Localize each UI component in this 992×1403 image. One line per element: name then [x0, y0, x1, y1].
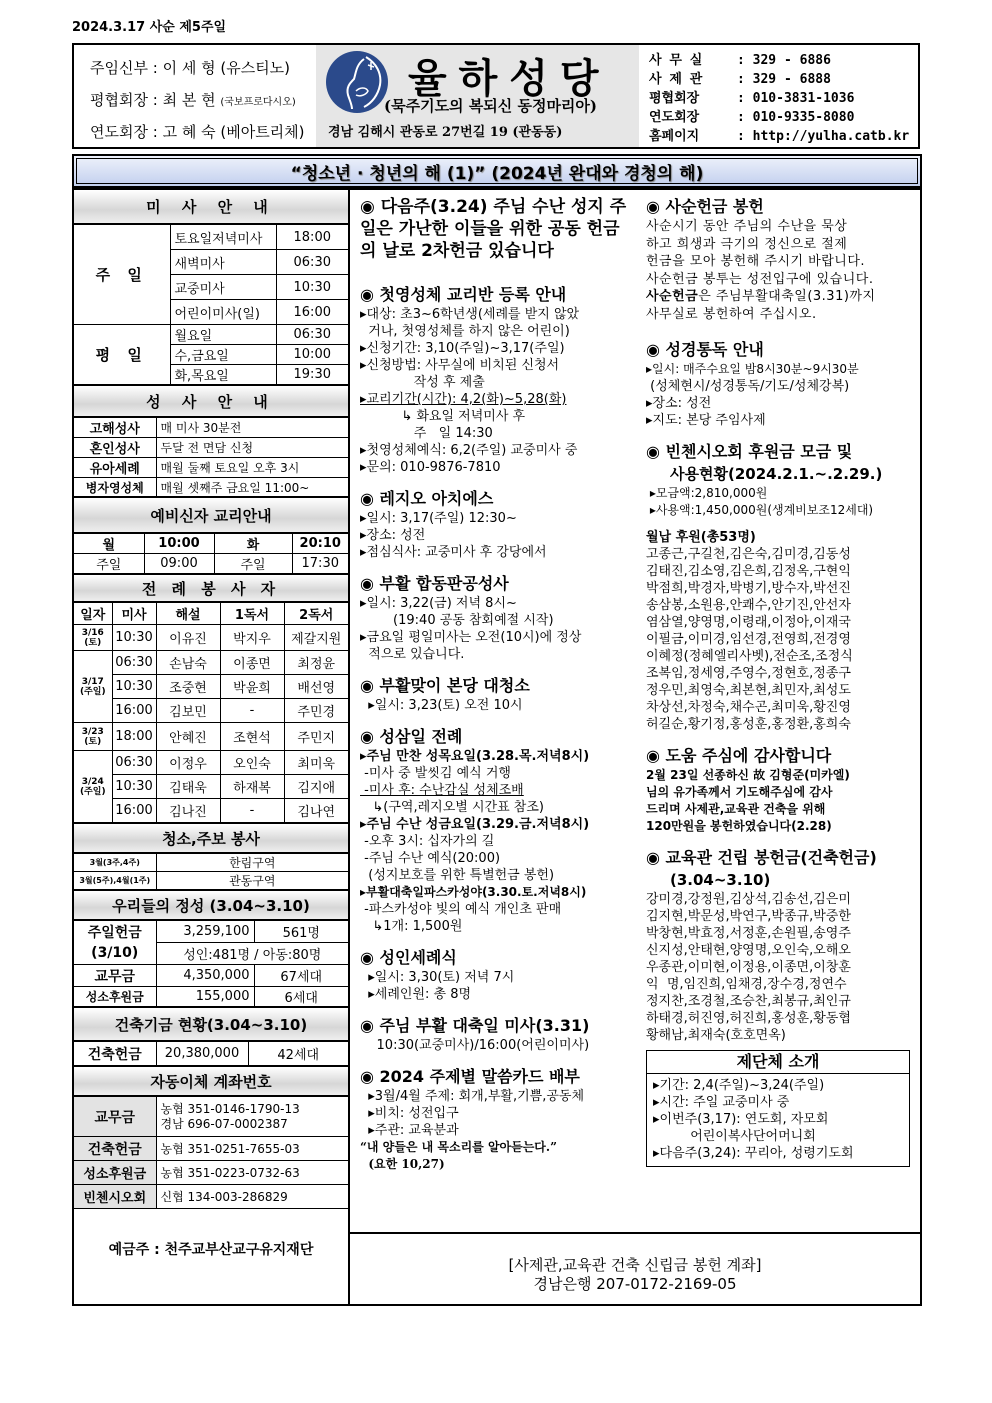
first-communion-details	[360, 306, 632, 476]
col-header: 해설	[156, 603, 220, 625]
mass-time: 19:30	[276, 365, 348, 385]
triduum-day: ▸주님 만찬 성목요일(3.28.목.저녁8시)	[360, 749, 590, 764]
detail-line: 2월 23일 선종하신 故 김형준(미카엘)	[646, 768, 850, 782]
sacraments-title: 성 사 안 내	[74, 385, 348, 417]
detail-line: ▸장소: 성전	[646, 396, 712, 411]
catechumen-day: 주일	[214, 554, 292, 574]
offering-name: 교무금	[74, 965, 156, 987]
lent-offering-title: ◉ 사순헌금 봉헌	[646, 197, 764, 216]
contact-rectory: 사 제 관 : 329 - 6888	[649, 72, 831, 87]
sacrament-desc: 두달 전 면담 신청	[156, 438, 348, 458]
donor-line: 염삼열,양영명,이령래,이정아,이재국	[646, 615, 851, 630]
building-fund-table	[74, 1041, 348, 1066]
detail-line: -오후 3시: 십자가의 길	[360, 834, 495, 849]
account-name: 건축헌금	[74, 1137, 156, 1161]
triduum-title: ◉ 성삼일 전례	[360, 727, 463, 746]
offering-count: 6세대	[254, 987, 348, 1007]
account-holder: 예금주 : 천주교부산교구유지재단	[108, 1242, 314, 1258]
contact-memorial: 연도회장 : 010-9335-8080	[649, 110, 855, 125]
detail-line: ▸교리기간(시간): 4,2(화)~5,28(화)	[360, 392, 567, 407]
donor-line: 허길순,황기정,홍성훈,홍정환,홍희숙	[646, 717, 851, 732]
mass-time: 10:00	[276, 345, 348, 365]
detail-line: ▸일시: 3,22(금) 저녁 8시~	[360, 596, 517, 611]
detail-line: ▸일시: 3,17(주일) 12:30~	[360, 511, 517, 526]
liturgy-servers-table	[74, 602, 348, 823]
detail-line: ▸주관: 교육분과	[360, 1123, 459, 1138]
penance-title: ◉ 부활 합동판공성사	[360, 574, 509, 593]
groups-intro-title: 제단체 소개	[647, 1051, 909, 1074]
detail-line: 작성 후 제출	[360, 375, 485, 390]
account-number: 농협 351-0251-7655-03	[156, 1137, 348, 1161]
adult-baptism-title: ◉ 성인세례식	[360, 948, 457, 967]
parish-title-block	[316, 45, 639, 147]
detail-line: 10:30(교중미사)/16:00(어린이미사)	[360, 1038, 590, 1053]
detail-line: ▸사용액:1,450,000원(생계비보조12세대)	[646, 503, 874, 517]
staff-council-president: 평협회장 : 최 본 현 (국보프로다시오)	[90, 91, 296, 109]
offering-breakdown: 성인:481명 / 아동:80명	[156, 943, 348, 965]
easter-mass-title: ◉ 주님 부활 대축일 미사(3.31)	[360, 1016, 590, 1035]
donor-line: 조복임,정세영,주영수,정현호,정종구	[646, 666, 851, 681]
cleaning-table	[74, 853, 348, 890]
offering-amount: 3,259,100	[156, 921, 254, 943]
detail-line: 사무실로 봉헌하여 주십시오.	[646, 306, 817, 322]
detail-line: -미사 중 발씻김 예식 거행	[360, 766, 511, 781]
offering-count: 561명	[254, 921, 348, 943]
thanks-title: ◉ 도움 주심에 감사합니다	[646, 746, 832, 765]
weekday-label: 평 일	[74, 325, 170, 385]
accounts-title: 자동이체 계좌번호	[74, 1066, 348, 1096]
table-row: 16:00 김보민 - 주민경	[74, 699, 348, 723]
detail-line: ↳(구역,레지오별 시간표 참조)	[360, 800, 544, 815]
col-header: 2독서	[284, 603, 348, 625]
groups-intro-box	[646, 1050, 910, 1167]
parish-patron: (묵주기도의 복되신 동정마리아)	[384, 97, 598, 115]
detail-line: ▸다음주(3,24): 꾸리아, 성령기도회	[653, 1146, 854, 1161]
vincent-donor-list	[646, 546, 914, 733]
catechumen-time: 17:30	[292, 554, 348, 574]
donor-line: 이필금,이미경,임선경,전영희,전경영	[646, 632, 851, 647]
detail-line: 사순헌금은 주님부활대축일(3.31)까지	[646, 289, 876, 304]
building-fund-title: 건축기금 현황(3.04~3.10)	[74, 1007, 348, 1041]
mass-name: 토요일저녁미사	[170, 225, 276, 250]
scripture-reference: (요한 10,27)	[360, 1157, 445, 1171]
sacrament-desc: 매월 둘째 토요일 오후 3시	[156, 458, 348, 478]
mass-time: 06:30	[276, 325, 348, 345]
vincent-title: ◉ 빈첸시오회 후원금 모금 및 사용현황(2024.2.1.~.2.29.)	[646, 442, 883, 483]
detail-line: -미사 후: 수난감실 성체조배	[360, 783, 524, 798]
detail-line: 하고 희생과 극기의 정신으로 절제	[646, 236, 848, 252]
detail-line: ▸장소: 성전	[360, 528, 426, 543]
donor-line: 김지현,박문성,박연구,박종규,박중한	[646, 909, 851, 924]
contact-office: 사 무 실 : 329 - 6886	[649, 53, 831, 68]
cleaning-event-title: ◉ 부활맞이 본당 대청소	[360, 676, 530, 695]
donor-line: 이혜정(정혜엘리사벳),전순조,조정식	[646, 649, 853, 664]
sacrament-name: 병자영성체	[74, 478, 156, 497]
sacrament-name: 유아세례	[74, 458, 156, 478]
mass-time: 06:30	[276, 250, 348, 275]
detail-line: ▸지도: 본당 주임사제	[646, 413, 766, 428]
detail-line: ▸점심식사: 교중미사 후 강당에서	[360, 545, 547, 560]
sacrament-name: 혼인성사	[74, 438, 156, 458]
right-column	[640, 190, 920, 1167]
donor-line: 박점희,박경자,박병기,방수자,박선진	[646, 581, 851, 596]
catechumen-time: 20:10	[292, 534, 348, 554]
col-header: 미사	[112, 603, 156, 625]
detail-line: ▸대상: 초3~6학년생(세례를 받지 않았	[360, 307, 580, 322]
parish-name: 율하성당	[408, 56, 611, 102]
staff-list	[74, 45, 316, 147]
staff-pastor: 주임신부 : 이 세 형 (유스티노)	[90, 59, 291, 77]
sunday-label: 주 일	[74, 225, 170, 325]
parish-logo-icon	[326, 51, 388, 113]
left-column	[74, 190, 350, 1304]
contact-homepage[interactable]: 홈페이지 : http://yulha.catb.kr	[649, 129, 910, 144]
staff-memorial-president: 연도회장 : 고 혜 숙 (베아트리체)	[90, 123, 305, 141]
mass-time: 16:00	[276, 300, 348, 325]
catechumen-time: 09:00	[144, 554, 214, 574]
detail-line: 120만원을 봉헌하였습니다(2.28)	[646, 819, 832, 833]
triduum-day: ▸주님 수난 성금요일(3.29.금.저녁8시)	[360, 817, 590, 832]
detail-line: ▸일시: 3,23(토) 오전 10시	[360, 698, 523, 713]
mass-name: 수,금요일	[170, 345, 276, 365]
detail-line: 드리며 사제관,교육관 건축을 위해	[646, 802, 826, 816]
construction-account-title: [사제관,교육관 건축 신립금 봉헌 계좌]	[508, 1256, 762, 1274]
detail-line: -주님 수난 예식(20:00)	[360, 851, 501, 866]
table-row: 16:00 김나진 - 김나연	[74, 799, 348, 823]
mass-name: 화,목요일	[170, 365, 276, 385]
catechumen-day: 주일	[74, 554, 144, 574]
donor-line: 정지찬,조경철,조승찬,최봉규,최인규	[646, 994, 851, 1009]
mass-name: 어린이미사(일)	[170, 300, 276, 325]
detail-line: ▸신청기간: 3,10(주일)~3,17(주일)	[360, 341, 565, 356]
legio-title: ◉ 레지오 아치에스	[360, 489, 494, 508]
donor-line: 송삼봉,소원용,안쾌수,안기진,안선자	[646, 598, 851, 613]
detail-line: ▸시간: 주일 교중미사 중	[653, 1095, 790, 1110]
account-name: 빈첸시오회	[74, 1185, 156, 1209]
detail-line: ▸기간: 2,4(주일)~3,24(주일)	[653, 1078, 825, 1093]
donor-line: 우종관,이미현,이정용,이종면,이창훈	[646, 960, 851, 975]
detail-line: ▸모금액:2,810,000원	[646, 486, 768, 500]
catechumen-day: 월	[74, 534, 144, 554]
detail-line: ▸이번주(3,17): 연도회, 자모회	[653, 1112, 829, 1127]
table-row: 3/24 (주일) 06:30 이정우 오인숙 최미욱	[74, 751, 348, 775]
cleaning-period: 3월(5주),4월(1주)	[74, 872, 156, 890]
detail-line: (성지보호를 위한 특별헌금 봉헌)	[360, 868, 555, 883]
mass-name: 새벽미사	[170, 250, 276, 275]
detail-line: ↳1개: 1,500원	[360, 919, 463, 934]
detail-line: ▸금요일 평일미사는 오전(10시)에 정상	[360, 630, 582, 645]
table-row: 3/17 (주일) 06:30 손남숙 이종면 최정윤	[74, 651, 348, 675]
year-theme-banner	[72, 154, 922, 188]
donor-line: 황해남,최재숙(호호면옥)	[646, 1028, 786, 1043]
detail-line: 주 일 14:30	[360, 426, 493, 441]
detail-line: ▸세례인원: 총 8명	[360, 987, 472, 1002]
account-number: 농협 351-0223-0732-63	[156, 1161, 348, 1185]
detail-line: ▸비치: 성전입구	[360, 1106, 459, 1121]
table-row: 10:30 김태욱 하재복 김지애	[74, 775, 348, 799]
detail-line: ▸신청방법: 사무실에 비치된 신청서	[360, 358, 560, 373]
donor-line: 정우민,최영숙,최본현,최민자,최성도	[646, 683, 851, 698]
cleaning-title: 청소,주보 봉사	[74, 823, 348, 853]
donor-list-title: 월납 후원(총53명)	[646, 530, 756, 545]
cleaning-group: 관동구역	[156, 872, 348, 890]
bible-reading-title: ◉ 성경통독 안내	[646, 340, 764, 359]
construction-account-number: 경남은행 207-0172-2169-05	[533, 1275, 737, 1293]
donor-line: 차상선,차정숙,채수곤,최미욱,황진영	[646, 700, 851, 715]
fund-amount: 20,380,000	[156, 1042, 248, 1066]
table-row: 10:30 조중현 박윤희 배선영	[74, 675, 348, 699]
donor-line: 하태경,허진영,허진희,홍성훈,황동협	[646, 1011, 851, 1026]
detail-line: 님의 유가족께서 기도해주심에 감사	[646, 785, 833, 799]
mass-name: 교중미사	[170, 275, 276, 300]
edu-building-donor-list	[646, 891, 914, 1044]
triduum-day: ▸부활대축일파스카성야(3.30.토.저녁8시)	[360, 885, 587, 899]
detail-line: ▸일시: 매주수요일 밤8시30분~9시30분	[646, 362, 859, 376]
liturgy-title: 전 례 봉 사 자	[74, 574, 348, 602]
word-card-title: ◉ 2024 주제별 말씀카드 배부	[360, 1067, 580, 1086]
donor-line: 박창현,박효정,서정훈,손원필,송영주	[646, 926, 851, 941]
mass-schedule-table	[74, 224, 348, 385]
detail-line: 사순헌금 봉투는 성전입구에 있습니다.	[646, 271, 874, 287]
detail-line: ▸문의: 010-9876-7810	[360, 460, 501, 475]
offerings-title: 우리들의 정성 (3.04~3.10)	[74, 890, 348, 920]
cleaning-group: 한림구역	[156, 854, 348, 872]
banner-text: “청소년 · 청년의 해 (1)” (2024년 완대와 경청의 해)	[290, 163, 704, 184]
offering-amount: 155,000	[156, 987, 254, 1007]
detail-line: 적으로 있습니다.	[360, 647, 465, 662]
parish-address: 경남 김해시 관동로 27번길 19 (관동동)	[328, 125, 563, 140]
donor-line: 익 명,임진희,임채경,장수경,정연수	[646, 977, 847, 992]
detail-line: -파스카성야 빛의 예식 개인초 판매	[360, 902, 562, 917]
donor-line: 강미경,강정원,김상석,김송선,김은미	[646, 892, 851, 907]
mass-guide-title: 미 사 안 내	[74, 190, 348, 224]
middle-column	[350, 190, 640, 1173]
catechumen-table	[74, 533, 348, 574]
offering-amount: 4,350,000	[156, 965, 254, 987]
issue-date: 2024.3.17 사순 제5주일	[72, 20, 227, 35]
mass-time: 18:00	[276, 225, 348, 250]
sacrament-name: 고해성사	[74, 418, 156, 438]
detail-line: ↳ 화요일 저녁미사 후	[360, 409, 526, 424]
account-number: 신협 134-003-286829	[156, 1185, 348, 1209]
detail-line: ▸일시: 3,30(토) 저녁 7시	[360, 970, 515, 985]
detail-line: (19:40 공동 참회예절 시작)	[360, 613, 554, 628]
mass-time: 10:30	[276, 275, 348, 300]
detail-line: 어린이복사단어머니회	[653, 1129, 816, 1144]
detail-line: 거나, 첫영성체를 하지 않은 어린이)	[360, 324, 570, 339]
account-name: 교무금	[74, 1097, 156, 1137]
col-header: 일자	[74, 603, 112, 625]
sacrament-desc: 매월 셋째주 금요일 11:00~	[156, 478, 348, 497]
catechumen-time: 10:00	[144, 534, 214, 554]
catechumen-day: 화	[214, 534, 292, 554]
second-collection-notice: ◉ 다음주(3.24) 주님 수난 성지 주일은 가난한 이들을 위한 공동 헌금의 날로 2차헌금 있습니다	[360, 197, 627, 261]
offering-name: 성소후원금	[74, 987, 156, 1007]
account-name: 성소후원금	[74, 1161, 156, 1185]
offering-count: 67세대	[254, 965, 348, 987]
contact-list	[639, 45, 918, 147]
detail-line: 사순시기 동안 주님의 수난을 묵상	[646, 219, 848, 234]
donor-line: 고종근,구길천,김은숙,김미경,김동성	[646, 547, 851, 562]
detail-line: 헌금을 모아 봉헌해 주시기 바랍니다.	[646, 254, 866, 269]
account-number: 농협 351-0146-1790-13 경남 696-07-0002387	[156, 1097, 348, 1137]
bulletin-header	[72, 43, 920, 149]
accounts-table	[74, 1096, 348, 1209]
detail-line: ▸첫영성체예식: 6,2(주일) 교중미사 중	[360, 443, 578, 458]
construction-account-box	[350, 1232, 920, 1304]
bulletin-body	[72, 188, 922, 1306]
catechumen-title: 예비신자 교리안내	[74, 497, 348, 533]
sacraments-table	[74, 417, 348, 497]
sacrament-desc: 매 미사 30분전	[156, 418, 348, 438]
offerings-table	[74, 920, 348, 1007]
col-header: 1독서	[220, 603, 284, 625]
fund-count: 42세대	[248, 1042, 348, 1066]
detail-line: ▸3월/4월 주제: 회개,부활,기쁨,공동체	[360, 1089, 585, 1104]
table-row: 3/23 (토) 18:00 안혜진 조현석 주민지	[74, 723, 348, 751]
edu-building-title: ◉ 교육관 건립 봉헌금(건축헌금) (3.04~3.10)	[646, 848, 877, 889]
contact-council: 평협회장 : 010-3831-1036	[649, 91, 855, 106]
first-communion-title: ◉ 첫영성체 교리반 등록 안내	[360, 285, 567, 304]
scripture-quote: “내 양들은 내 목소리를 알아듣는다.”	[360, 1140, 557, 1154]
fund-name: 건축헌금	[74, 1042, 156, 1066]
sunday-offering-label: 주일헌금 (3/10)	[74, 921, 156, 965]
table-row: 3/16 (토) 10:30 이유진 박지우 제갈지원	[74, 625, 348, 651]
mass-name: 월요일	[170, 325, 276, 345]
donor-line: 신지성,안태현,양영명,오인숙,오해오	[646, 943, 851, 958]
cleaning-period: 3월(3주,4주)	[74, 854, 156, 872]
donor-line: 김태진,김소영,김은희,김정옥,구현익	[646, 564, 851, 579]
detail-line: (성체현시/성경통독/기도/성체강복)	[646, 379, 850, 394]
